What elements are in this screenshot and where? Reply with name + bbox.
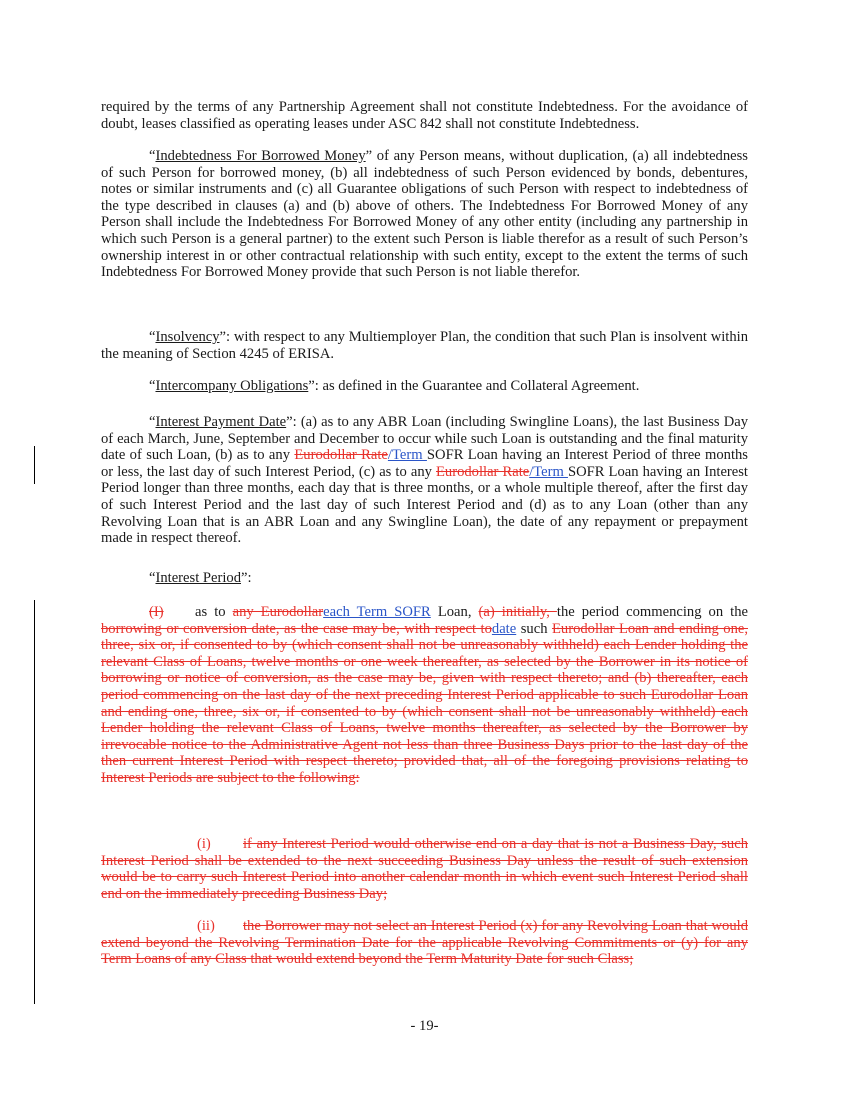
deleted-text: Eurodollar Rate [436, 463, 530, 480]
deleted-text: (a) initially, [478, 604, 557, 620]
definition-interest-payment-date: “Interest Payment Date”: (a) as to any ABR Loan (including Swingline Loans), the last Business Day of each March, June, September and December to occur while such Loan is outstanding and the final maturity date of such Loan, (b) as to any Eurodollar Rate/Term SOFR Loan having an Interest Period of three months or less, the last day of such Interest Period, (c) as to any Eurodollar Rate/Term SOFR Loan having an Interest Period longer than three months, each day that is three months, or a whole multiple thereof, after the first day of such Interest Period and the last day of such Interest Period and (d) as to any Loan (other than any Revolving Loan that is an ABR Loan and any Swingline Loan), the date of any repayment or prepayment made in respect thereof. [101, 414, 749, 547]
inserted-text: /Term [529, 463, 568, 480]
definition-interest-period-heading: “Interest Period”: [149, 570, 252, 586]
deleted-text: Eurodollar Rate [294, 447, 388, 464]
change-bar [34, 446, 35, 484]
defined-term: Indebtedness For Borrowed Money [155, 148, 366, 164]
definition-indebtedness-for-borrowed-money: “Indebtedness For Borrowed Money” of any Person means, without duplication, (a) all indebtedness of such Person for borrowed money, (b) all indebtedness of such Person evidenced by bonds, debentures, notes or similar instruments and (c) all Guarantee obligations of such Person with respect to indebtedness of the type described in clauses (a) and (b) above of others. The Indebtedness For Borrowed Money of any Person shall include the Indebtedness For Borrowed Money of any other entity (including any partnership in which such Person is a general partner) to the extent such Person is liable therefor as a result of such Person’s ownership interest in or other contractual relationship with such entity, except to the extent the terms of such Indebtedness For Borrowed Money provide that such Person is not liable therefor. [101, 148, 748, 281]
deleted-text: provided [403, 753, 456, 770]
subclause-i: (i) if any Interest Period would otherwise end on a day that is not a Business Day, such Interest Period shall be extended to the next succeeding Business Day unless the result of such extension would be to carry such Interest Period into another calendar month in which event such Interest Period shall end on the immediately preceding Business Day; [101, 836, 748, 902]
inserted-text: each Term SOFR [323, 604, 431, 620]
deleted-text: any Eurodollar [232, 604, 324, 620]
deleted-text: Eurodollar Loan and ending one, three, six or, if consented to by (which consent shall not be unreasonably withheld) each Lender holding the relevant Class of Loans, twelve months or one week thereafter, as selected by the Borrower in its notice of borrowing or notice of conversion, as the case may be, given with respect thereto; and (b) thereafter, each period commencing on the last day of the next preceding Interest Period applicable to such Eurodollar Loan and ending one, three, six or, if consented to by (which consent shall not be unreasonably withheld) each Lender holding the relevant Class of Loans, twelve months thereafter, as selected by the Borrower by irrevocable notice to the Administrative Agent not less than three Business Days prior to the last day of the then current Interest Period with respect thereto; [101, 620, 748, 770]
defined-term: Intercompany Obligations [155, 378, 309, 394]
subclause-label: (i) [197, 836, 211, 852]
deleted-text: borrowing or conversion date, as the case may be, with respect to [101, 620, 492, 637]
definition-intercompany-obligations: “Intercompany Obligations”: as defined in the Guarantee and Collateral Agreement. [149, 378, 640, 394]
defined-term: Interest Period [155, 570, 241, 586]
page-number: - 19- [410, 1018, 439, 1034]
defined-term: Interest Payment Date [155, 414, 287, 430]
inserted-text: /Term [387, 447, 427, 464]
deleted-text: that, all of the foregoing provisions relating to Interest Periods are subject to the following: [101, 753, 748, 786]
change-bar [34, 600, 35, 1004]
inserted-text: date [491, 620, 517, 637]
paragraph-partnership-indebtedness: required by the terms of any Partnership Agreement shall not constitute Indebtedness. For the avoidance of doubt, leases classified as operating leases under ASC 842 shall not constitute Indebtedness. [101, 99, 748, 132]
subclause-ii: (ii) the Borrower may not select an Interest Period (x) for any Revolving Loan that would extend beyond the Revolving Termination Date for the applicable Revolving Commitments or (y) for any Term Loans of any Class that would extend beyond the Term Maturity Date for such Class; [101, 918, 748, 968]
definition-insolvency: “Insolvency”: with respect to any Multiemployer Plan, the condition that such Plan is insolvent within the meaning of Section 4245 of ERISA. [101, 329, 748, 362]
defined-term: Insolvency [155, 329, 220, 345]
deleted-clause-label: (I) [149, 604, 164, 620]
interest-period-clause: (I) as to any Eurodollareach Term SOFR Loan, (a) initially, the period commencing on the borrowing or conversion date, as the case may be, with respect todate such Eurodollar Loan and ending one, three, six or, if consented to by (which consent shall not be unreasonably withheld) each Lender holding the relevant Class of Loans, twelve months or one week thereafter, as selected by the Borrower in its notice of borrowing or notice of conversion, as the case may be, given with respect thereto; and (b) thereafter, each period commencing on the last day of the next preceding Interest Period applicable to such Eurodollar Loan and ending one, three, six or, if consented to by (which consent shall not be unreasonably withheld) each Lender holding the relevant Class of Loans, twelve months thereafter, as selected by the Borrower by irrevocable notice to the Administrative Agent not less than three Business Days prior to the last day of the then current Interest Period with respect thereto; provided that, all of the foregoing provisions relating to Interest Periods are subject to the following: [101, 604, 749, 786]
subclause-label: (ii) [197, 918, 215, 934]
